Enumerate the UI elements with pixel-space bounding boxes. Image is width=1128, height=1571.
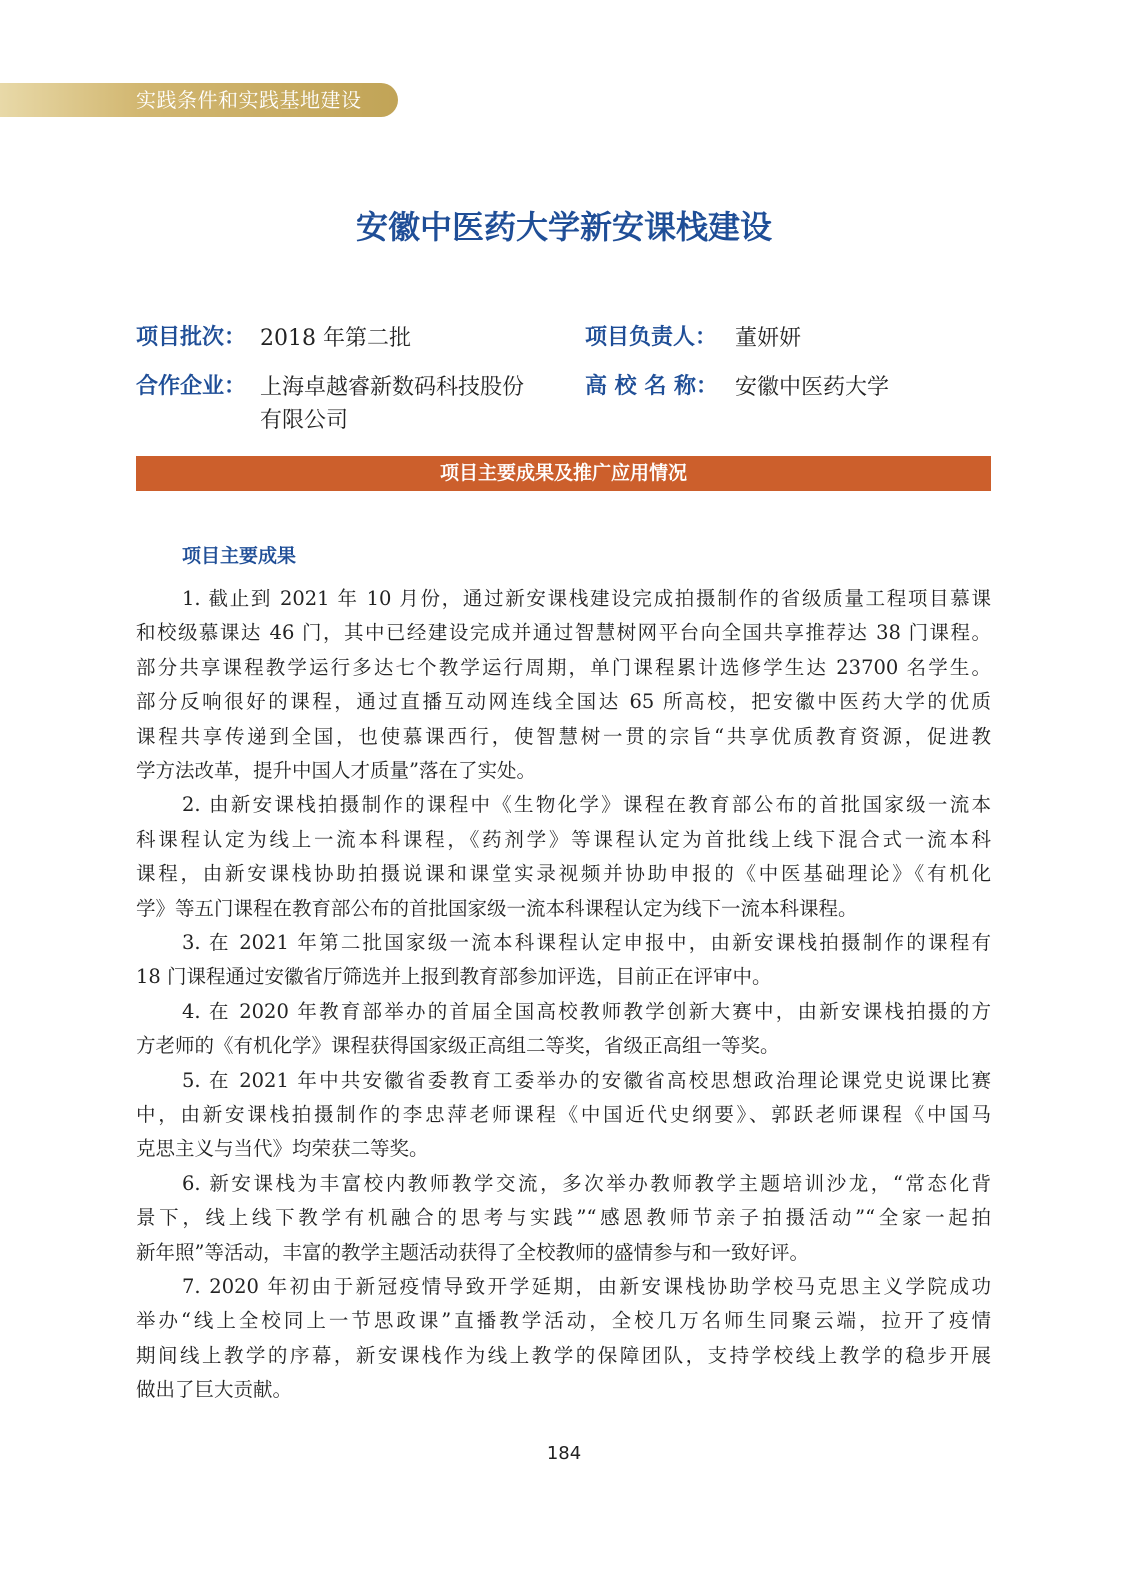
section-label: 实践条件和实践基地建设 — [136, 88, 362, 112]
company-value-line2: 有限公司 — [260, 408, 349, 433]
body-line: 中，由新安课栈拍摄制作的李忠萍老师课程《中国近代史纲要》、郭跃老师课程《中国马 — [136, 1103, 991, 1126]
body-line: 1. 截止到 2021 年 10 月份，通过新安课栈建设完成拍摄制作的省级质量工程项目慕课 — [182, 587, 991, 610]
body-line: 2. 由新安课栈拍摄制作的课程中《生物化学》课程在教育部公布的首批国家级一流本 — [182, 793, 991, 817]
body-line: 部分反响很好的课程，通过直播互动网连线全国达 65 所高校，把安徽中医药大学的优质 — [136, 690, 991, 714]
body-line: 课程，由新安课栈协助拍摄说课和课堂实录视频并协助申报的《中医基础理论》《有机化 — [136, 862, 991, 886]
leader-value: 董妍妍 — [735, 326, 802, 351]
body-line: 3. 在 2021 年第二批国家级一流本科课程认定申报中，由新安课栈拍摄制作的课程有 — [182, 931, 991, 954]
page-number: 184 — [546, 1443, 582, 1464]
body-line: 新年照”等活动，丰富的教学主题活动获得了全校教师的盛情参与和一致好评。 — [136, 1240, 809, 1264]
subheading: 项目主要成果 — [182, 545, 297, 567]
body-line: 方老师的《有机化学》课程获得国家级正高组二等奖，省级正高组一等奖。 — [136, 1034, 780, 1058]
body-line: 18 门课程通过安徽省厅筛选并上报到教育部参加评选，目前正在评审中。 — [136, 965, 772, 989]
school-value: 安徽中医药大学 — [735, 375, 890, 400]
body-line: 课程共享传递到全国，也使慕课西行，使智慧树一贯的宗旨“共享优质教育资源，促进教 — [136, 724, 991, 748]
body-line: 学》等五门课程在教育部公布的首批国家级一流本科课程认定为线下一流本科课程。 — [136, 896, 858, 920]
body-line: 学方法改革，提升中国人才质量”落在了实处。 — [136, 759, 536, 782]
leader-label: 项目负责人： — [585, 325, 718, 350]
batch-value: 2018 年第二批 — [260, 326, 411, 351]
body-line: 克思主义与当代》均荣获二等奖。 — [136, 1137, 429, 1161]
body-line: 部分共享课程教学运行多达七个教学运行周期，单门课程累计选修学生达 23700 名学生。 — [136, 655, 991, 679]
body-line: 科课程认定为线上一流本科课程，《药剂学》等课程认定为首批线上线下混合式一流本科 — [136, 827, 991, 851]
school-label: 高 校 名 称： — [585, 374, 718, 399]
section-title: 项目主要成果及推广应用情况 — [439, 462, 687, 484]
body-line: 5. 在 2021 年中共安徽省委教育工委举办的安徽省高校思想政治理论课党史说课比赛 — [182, 1068, 991, 1092]
body-line: 期间线上教学的序幕，新安课栈作为线上教学的保障团队，支持学校线上教学的稳步开展 — [136, 1343, 991, 1367]
batch-label: 项目批次： — [136, 325, 247, 350]
page-title: 安徽中医药大学新安课栈建设 — [355, 208, 772, 246]
body-line: 7. 2020 年初由于新冠疫情导致开学延期，由新安课栈协助学校马克思主义学院成功 — [182, 1275, 991, 1298]
company-value-line1: 上海卓越睿新数码科技股份 — [260, 375, 525, 400]
body-line: 和校级慕课达 46 门，其中已经建设完成并通过智慧树网平台向全国共享推荐达 38 门课程。 — [136, 621, 991, 645]
body-line: 做出了巨大贡献。 — [136, 1378, 293, 1402]
company-label: 合作企业： — [136, 374, 247, 399]
body-line: 4. 在 2020 年教育部举办的首届全国高校教师教学创新大赛中，由新安课栈拍摄的方 — [182, 999, 991, 1023]
body-line: 6. 新安课栈为丰富校内教师教学交流，多次举办教师教学主题培训沙龙，“常态化背 — [182, 1171, 991, 1195]
body-line: 举办“线上全校同上一节思政课”直播教学活动，全校几万名师生同聚云端，拉开了疫情 — [136, 1309, 991, 1333]
body-line: 景下，线上线下教学有机融合的思考与实践”“感恩教师节亲子拍摄活动”“全家一起拍 — [136, 1206, 991, 1230]
